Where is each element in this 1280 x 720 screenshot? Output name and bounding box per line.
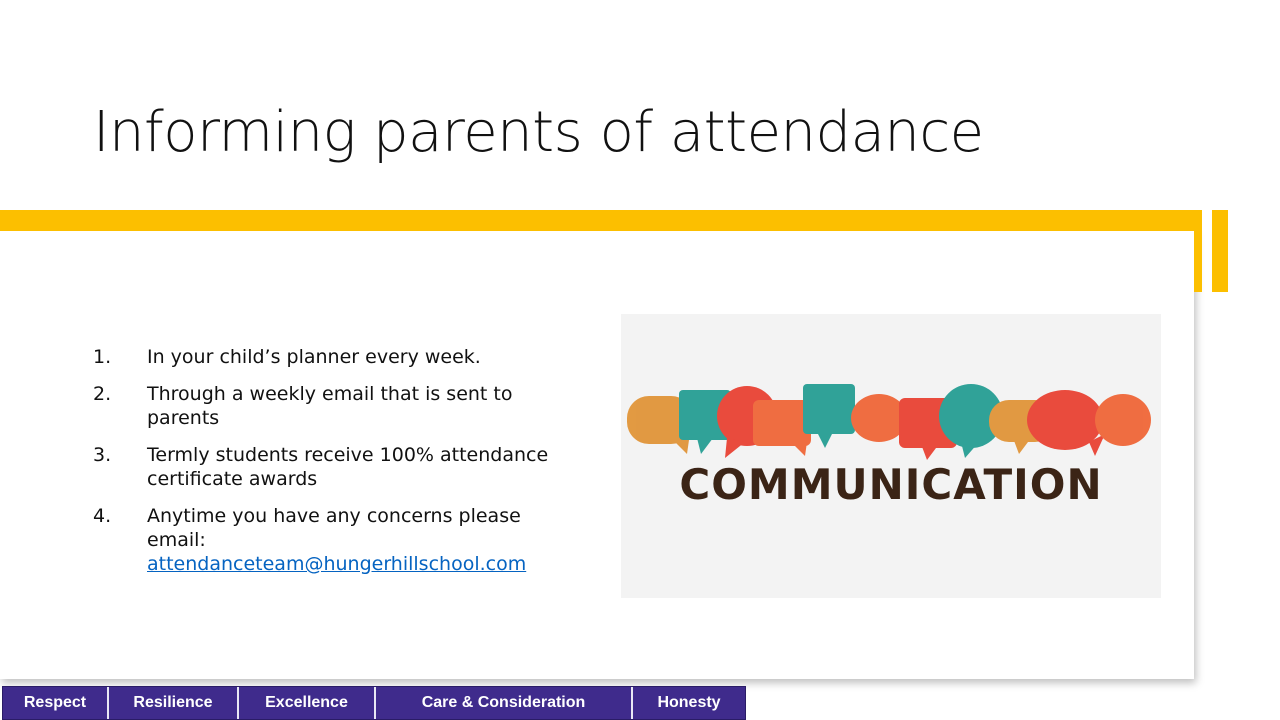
list-item xyxy=(93,345,563,369)
attendance-methods-list xyxy=(93,345,563,589)
speech-bubble-icon xyxy=(851,394,907,442)
list-text: In your child’s planner every week. xyxy=(147,346,481,368)
list-number: 1. xyxy=(93,346,112,368)
value-care-consideration: Care & Consideration xyxy=(376,687,633,719)
list-item xyxy=(93,443,563,491)
list-item xyxy=(93,382,563,430)
school-values-strip xyxy=(2,686,746,720)
list-number: 4. xyxy=(93,505,112,527)
value-excellence: Excellence xyxy=(239,687,376,719)
accent-bar-horizontal xyxy=(0,210,1202,231)
list-text: Through a weekly email that is sent to parents xyxy=(147,383,513,429)
communication-image xyxy=(621,314,1161,598)
value-respect: Respect xyxy=(3,687,109,719)
list-text: Anytime you have any concerns please email: xyxy=(147,505,521,551)
value-resilience: Resilience xyxy=(109,687,239,719)
email-link[interactable]: attendanceteam@hungerhillschool.com xyxy=(147,553,527,575)
speech-bubble-icon xyxy=(753,400,811,446)
list-number: 2. xyxy=(93,383,112,405)
accent-bar-vertical-outer xyxy=(1212,210,1228,292)
list-number: 3. xyxy=(93,444,112,466)
speech-bubbles-graphic xyxy=(621,314,1161,598)
accent-bar-vertical-inner xyxy=(1194,210,1202,292)
list-text: Termly students receive 100% attendance certificate awards xyxy=(147,444,549,490)
value-honesty: Honesty xyxy=(657,694,721,711)
speech-bubble-icon xyxy=(803,384,855,434)
slide-title: Informing parents of attendance xyxy=(93,100,984,165)
communication-word: COMMUNICATION xyxy=(679,460,1103,509)
list-item xyxy=(93,504,563,576)
speech-bubble-icon xyxy=(1095,394,1151,446)
